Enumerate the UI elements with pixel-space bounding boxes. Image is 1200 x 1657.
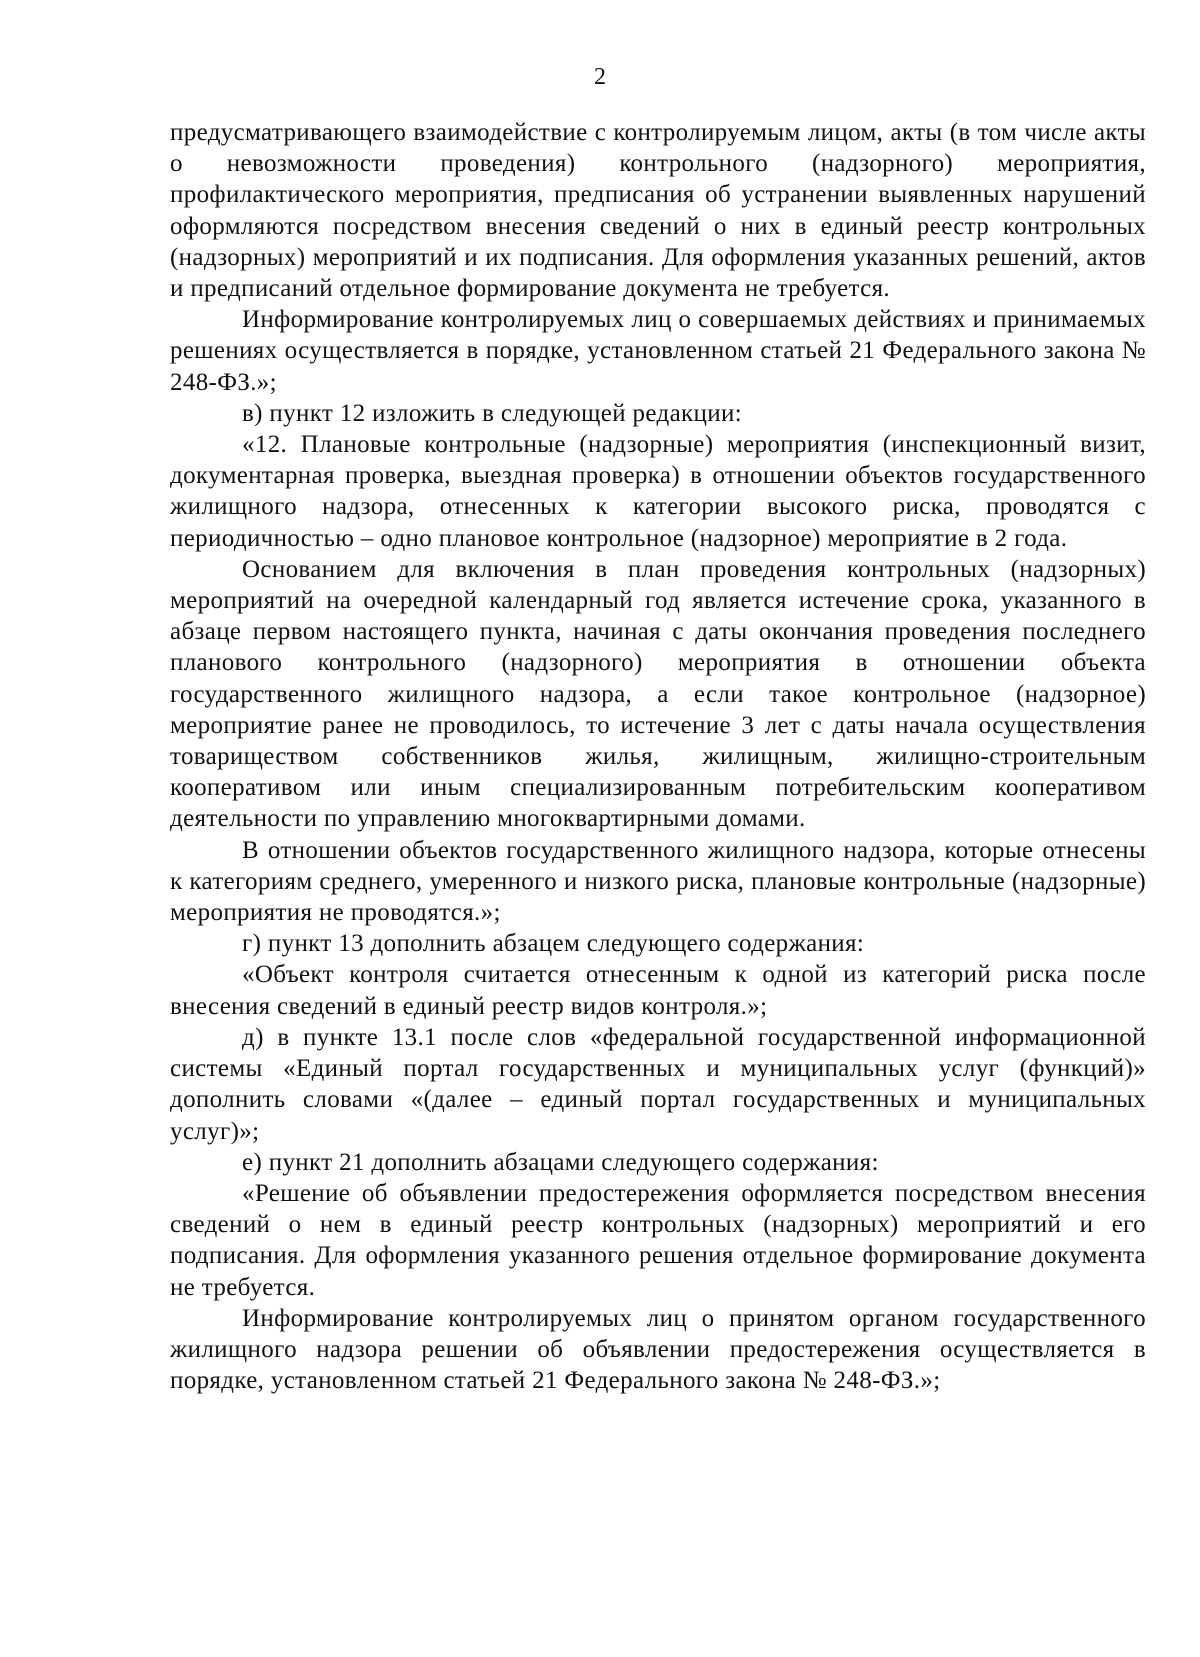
paragraph-risk-categories: В отношении объектов государственного жилищного надзора, которые отнесены к категориям среднего, умеренного и низкого риска, плановые контрольные (надзорные) мероприятия не проводятся.»;: [170, 836, 1146, 927]
paragraph-clause-12: «12. Плановые контрольные (надзорные) мероприятия (инспекционный визит, документарная проверка, выездная проверка) в отношении объектов государственного жилищного надзора, отнесенных к категории высокого риска, проводятся с периодичностью – одно плановое контрольное (надзорное) мероприятие в 2 года.: [170, 431, 1146, 552]
paragraph-item-g: г) пункт 13 дополнить абзацем следующего содержания:: [242, 930, 865, 958]
document-body: [170, 117, 1146, 1396]
paragraph-informing-controlled-persons: Информирование контролируемых лиц о совершаемых действиях и принимаемых решениях осуществляется в порядке, установленном статьей 21 Федерального закона № 248-ФЗ.»;: [170, 306, 1146, 396]
page-number: 2: [594, 64, 606, 90]
paragraph-plan-basis: Основанием для включения в план проведения контрольных (надзорных) мероприятий на очередной календарный год является истечение срока, указанного в абзаце первом настоящего пункта, начиная с даты окончания проведения последнего планового контрольного (надзорного) мероприятия в отношении объекта государственного жилищного надзора, а если такое контрольное (надзорное) мероприятие ранее не проводилось, то истечение 3 лет с даты начала осуществления товариществом собственников жилья, жилищным, жилищно-строительным кооперативом или иным специализированным потребительским кооперативом деятельности по управлению многоквартирными домами.: [170, 555, 1146, 833]
paragraph-item-v: в) пункт 12 изложить в следующей редакции:: [242, 399, 742, 427]
paragraph-item-e: е) пункт 21 дополнить абзацами следующего содержания:: [242, 1148, 879, 1176]
paragraph-control-object: «Объект контроля считается отнесенным к одной из категорий риска после внесения сведений в единый реестр видов контроля.»;: [170, 961, 1146, 1020]
paragraph-item-d: д) в пункте 13.1 после слов «федеральной государственной информационной системы «Единый портал государственных и муниципальных услуг (функций)» дополнить словами «(далее – единый портал государственных и муниципальных услуг)»;: [170, 1023, 1146, 1145]
paragraph-continuation: предусматривающего взаимодействие с контролируемым лицом, акты (в том числе акты о невозможности проведения) контрольного (надзорного) мероприятия, профилактического мероприятия, предписания об устранении выявленных нарушений оформляются посредством внесения сведений о них в единый реестр контрольных (надзорных) мероприятий и их подписания. Для оформления указанных решений, актов и предписаний отдельное формирование документа не требуется.: [170, 119, 1146, 303]
paragraph-warning-decision: «Решение об объявлении предостережения оформляется посредством внесения сведений о нем в единый реестр контрольных (надзорных) мероприятий и его подписания. Для оформления указанного решения отдельное формирование документа не требуется.: [170, 1179, 1146, 1301]
paragraph-warning-informing: Информирование контролируемых лиц о принятом органом государственного жилищного надзора решении об объявлении предостережения осуществляется в порядке, установленном статьей 21 Федерального закона № 248-ФЗ.»;: [170, 1304, 1146, 1395]
